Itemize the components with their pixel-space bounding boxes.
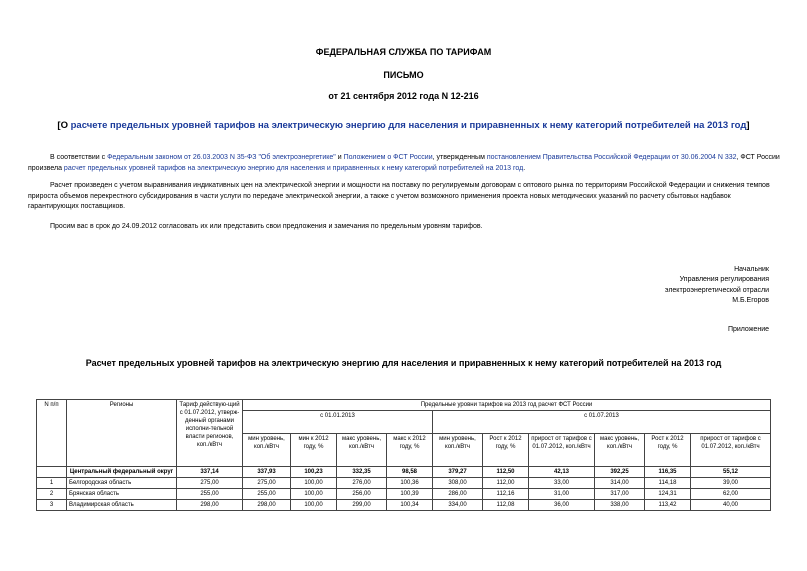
table-cell: 276,00 — [337, 478, 387, 489]
tariff-table — [36, 399, 771, 511]
table-cell: 275,00 — [243, 478, 291, 489]
p1-text-2: и — [335, 154, 344, 161]
header-max-level: макс уровень, коп./кВтч — [337, 434, 387, 467]
table-cell: 112,00 — [483, 478, 529, 489]
table-cell: 338,00 — [595, 500, 645, 511]
table-cell: 114,18 — [645, 478, 691, 489]
table-cell: 112,08 — [483, 500, 529, 511]
table-row-district — [37, 467, 771, 478]
header-current-tariff: Тариф действую-щий с 01.07.2012, утверж-денный органами исполни-тельной власти регионов, коп./кВтч — [177, 400, 243, 467]
district-name: Центральный федеральный округ — [67, 467, 177, 478]
header-from-0101: с 01.01.2013 — [243, 411, 433, 434]
table-cell: 116,35 — [645, 467, 691, 478]
row-region: Владимирская область — [67, 500, 177, 511]
header-num: N п/п — [37, 400, 67, 467]
table-cell: 298,00 — [243, 500, 291, 511]
table-cell: 275,00 — [177, 478, 243, 489]
header-min-to-2012: мин к 2012 году, % — [291, 434, 337, 467]
table-cell: 299,00 — [337, 500, 387, 511]
table-cell: 98,58 — [387, 467, 433, 478]
document-date: от 21 сентября 2012 года N 12-216 — [328, 91, 479, 101]
table-cell: 36,00 — [529, 500, 595, 511]
table-cell: 100,34 — [387, 500, 433, 511]
header-from-0107: с 01.07.2013 — [433, 411, 771, 434]
table-row — [37, 500, 771, 511]
signature-department-2: электроэнергетической отрасли — [664, 287, 769, 294]
subject-open: [О — [57, 120, 71, 131]
header-min-level: мин уровень, коп./кВтч — [243, 434, 291, 467]
district-num — [37, 467, 67, 478]
table-cell: 314,00 — [595, 478, 645, 489]
table-cell: 255,00 — [177, 489, 243, 500]
table-cell: 308,00 — [433, 478, 483, 489]
table-cell: 100,00 — [291, 478, 337, 489]
table-cell: 379,27 — [433, 467, 483, 478]
table-cell: 256,00 — [337, 489, 387, 500]
table-cell: 42,13 — [529, 467, 595, 478]
row-num: 3 — [37, 500, 67, 511]
header-min-level-2: мин уровень, коп./кВтч — [433, 434, 483, 467]
table-cell: 62,00 — [691, 489, 771, 500]
appendix-label: Приложение — [727, 326, 769, 333]
table-row — [37, 478, 771, 489]
paragraph-calculation-basis: Расчет произведен с учетом выравнивания индикативных цен на электрической энергии и мощности на поставку по регулируемым договорам с оптового рынка по территориям Российской Федерации и снижения темпов прироста объемов перекрестного субсидирования в части услуги по передаче электрической энергии, а также с учетом возможного применения проекта новых методических указаний по расчету сбытовых надбавок гарантирующих поставщиков. — [28, 182, 770, 210]
table-cell: 55,12 — [691, 467, 771, 478]
table-cell: 33,00 — [529, 478, 595, 489]
table-title: Расчет предельных уровней тарифов на электрическую энергию для населения и приравненных к нему категорий потребителей на 2013 год — [85, 358, 722, 368]
table-cell: 286,00 — [433, 489, 483, 500]
paragraph-legal-basis — [28, 153, 780, 174]
header-max-level-2: макс уровень, коп./кВтч — [595, 434, 645, 467]
link-federal-law[interactable]: Федеральным законом от 26.03.2003 N 35-ФЗ "Об электроэнергетике" — [107, 154, 336, 161]
row-num: 2 — [37, 489, 67, 500]
table-cell: 100,39 — [387, 489, 433, 500]
table-cell: 39,00 — [691, 478, 771, 489]
table-cell: 332,35 — [337, 467, 387, 478]
subject-close: ] — [746, 120, 750, 131]
agency-name: ФЕДЕРАЛЬНАЯ СЛУЖБА ПО ТАРИФАМ — [315, 47, 492, 57]
table-row — [37, 489, 771, 500]
table-cell: 100,23 — [291, 467, 337, 478]
p1-text-4: , ФСТ России произвела — [28, 154, 780, 172]
p1-text-5: . — [523, 164, 526, 172]
row-region: Белгородская область — [67, 478, 177, 489]
header-increase-from-0107-b: прирост от тарифов с 01.07.2012, коп./кВтч — [691, 434, 771, 467]
link-fst-regulation[interactable]: Положением о ФСТ России — [343, 154, 433, 161]
table-cell: 100,00 — [291, 500, 337, 511]
header-regions: Регионы — [67, 400, 177, 467]
table-cell: 31,00 — [529, 489, 595, 500]
signature-department: Управления регулирования — [679, 276, 769, 283]
table-cell: 40,00 — [691, 500, 771, 511]
table-cell: 317,00 — [595, 489, 645, 500]
document-type: ПИСЬМО — [383, 70, 424, 80]
table-cell: 337,93 — [243, 467, 291, 478]
table-cell: 392,25 — [595, 467, 645, 478]
link-tariff-calculation[interactable]: расчет предельных уровней тарифов на электрическую энергию для населения и приравненных к нему категорий потребителей на 2013 год — [63, 164, 524, 172]
link-government-decree[interactable]: постановлением Правительства Российской Федерации от 30.06.2004 N 332 — [486, 154, 737, 161]
header-increase-from-0107: прирост от тарифов с 01.07.2012, коп./кВтч — [529, 434, 595, 467]
document-subject — [0, 120, 807, 131]
table-cell: 124,31 — [645, 489, 691, 500]
table-cell: 298,00 — [177, 500, 243, 511]
header-fst-group: Предельные уровни тарифов на 2013 год расчет ФСТ России — [243, 400, 771, 411]
header-growth-2012: Рост к 2012 году, % — [483, 434, 529, 467]
header-max-to-2012: макс к 2012 году, % — [387, 434, 433, 467]
table-cell: 337,14 — [177, 467, 243, 478]
header-growth-2012-b: Рост к 2012 году, % — [645, 434, 691, 467]
table-cell: 112,50 — [483, 467, 529, 478]
p1-text-1: В соответствии с — [50, 154, 108, 161]
paragraph-request: Просим вас в срок до 24.09.2012 согласовать их или представить свои предложения и замечания по предельным уровням тарифов. — [50, 223, 483, 230]
signature-position: Начальник — [734, 266, 769, 273]
row-num: 1 — [37, 478, 67, 489]
table-cell: 100,36 — [387, 478, 433, 489]
table-cell: 255,00 — [243, 489, 291, 500]
table-cell: 334,00 — [433, 500, 483, 511]
table-cell: 113,42 — [645, 500, 691, 511]
table-cell: 112,16 — [483, 489, 529, 500]
p1-text-3: , утвержденным — [432, 154, 487, 161]
row-region: Брянская область — [67, 489, 177, 500]
subject-link[interactable]: расчете предельных уровней тарифов на электрическую энергию для населения и приравненных к нему категорий потребителей на 2013 год — [70, 120, 747, 131]
table-cell: 100,00 — [291, 489, 337, 500]
signature-name: М.Б.Егоров — [732, 297, 769, 304]
